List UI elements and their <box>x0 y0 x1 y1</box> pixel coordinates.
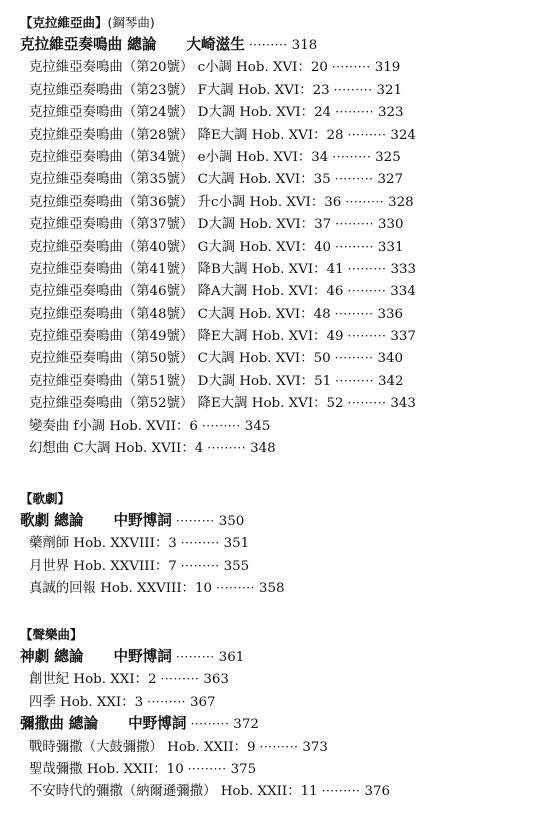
dot-leader: ········· <box>334 172 374 187</box>
page-number: 348 <box>250 441 276 457</box>
dot-leader: ········· <box>334 306 374 321</box>
toc-entry <box>20 79 550 101</box>
section-title <box>20 12 550 34</box>
entry-title: 克拉維亞奏鳴曲（第46號） 降A大調 Hob. XVI：46 <box>29 284 344 300</box>
entry-title: 克拉維亞奏鳴曲（第40號） G大調 Hob. XVI：40 <box>29 239 332 255</box>
dot-leader: ········· <box>321 784 361 799</box>
dot-leader: ········· <box>347 284 387 299</box>
dot-leader: ········· <box>180 536 220 551</box>
toc-entry <box>20 56 550 78</box>
section-title <box>20 624 550 646</box>
page-number: 334 <box>390 284 416 300</box>
entry-title: 戰時彌撒（大鼓彌撒） Hob. XXII：9 <box>29 739 256 755</box>
page-number: 323 <box>377 105 404 121</box>
dot-leader: ········· <box>248 38 288 52</box>
dot-leader: ········· <box>180 558 220 573</box>
page-number: 319 <box>374 60 401 76</box>
dot-leader: ········· <box>201 418 241 433</box>
page-number: 342 <box>377 373 404 389</box>
entry-title: 聖哉彌撒 Hob. XXII：10 <box>29 761 184 777</box>
section-opera <box>20 488 550 600</box>
toc-entry <box>20 415 550 437</box>
entry-title: 克拉維亞奏鳴曲（第36號） 升c小調 Hob. XVI：36 <box>29 194 342 210</box>
page-number: 363 <box>203 672 229 688</box>
toc-entry <box>20 191 550 213</box>
toc-entry <box>20 555 550 577</box>
entry-title: 創世紀 Hob. XXI：2 <box>29 672 157 688</box>
toc-entry <box>20 392 550 414</box>
toc-entry <box>20 258 550 280</box>
entry-title: 彌撒曲 總論 <box>20 715 99 733</box>
entry-author: 中野博詞 <box>113 648 172 665</box>
page-number: 358 <box>258 581 285 597</box>
entry-title: 克拉維亞奏鳴曲（第52號） 降E大調 Hob. XVI：52 <box>29 396 344 412</box>
page-number: 361 <box>218 650 245 665</box>
dot-leader: ········· <box>345 194 385 209</box>
entry-title: 克拉維亞奏鳴曲（第49號） 降E大調 Hob. XVI：49 <box>29 329 344 345</box>
section-title <box>20 488 550 510</box>
page-number: 337 <box>390 329 416 345</box>
entry-title: 克拉維亞奏鳴曲 總論 <box>20 36 157 53</box>
page-number: 318 <box>291 38 318 53</box>
page-number: 327 <box>377 172 404 188</box>
entry-title: 四季 Hob. XXI：3 <box>29 694 144 710</box>
page-number: 355 <box>223 558 250 574</box>
toc-entry <box>20 780 550 802</box>
entry-title: 不安時代的彌撒（納爾遜彌撒） Hob. XXII：11 <box>29 784 318 800</box>
section-title-text: 【聲樂曲】 <box>20 627 83 642</box>
entry-list <box>20 646 550 803</box>
page-number: 340 <box>377 351 404 367</box>
page-number: 367 <box>189 694 216 710</box>
toc-entry <box>20 213 550 235</box>
page-number: 325 <box>375 149 401 165</box>
dot-leader: ········· <box>335 105 374 120</box>
entry-title: 幻想曲 C大調 Hob. XVII：4 <box>29 441 204 457</box>
dot-leader: ········· <box>331 60 371 75</box>
entry-title: 克拉維亞奏鳴曲（第50號） C大調 Hob. XVI：50 <box>29 351 331 367</box>
toc-overview-entry <box>20 34 550 56</box>
dot-leader: ········· <box>175 650 215 664</box>
dot-leader: ········· <box>207 441 247 456</box>
toc-entry <box>20 437 550 459</box>
dot-leader: ········· <box>259 739 299 754</box>
page-number: 343 <box>390 396 416 412</box>
dot-leader: ········· <box>147 694 186 709</box>
dot-leader: ········· <box>347 329 387 344</box>
page-number: 373 <box>302 739 328 755</box>
dot-leader: ········· <box>333 82 373 97</box>
dot-leader: ········· <box>190 717 230 732</box>
toc-entry <box>20 325 550 347</box>
toc-entry <box>20 532 550 554</box>
dot-leader: ········· <box>335 239 374 254</box>
dot-leader: ········· <box>332 149 372 164</box>
toc-entry <box>20 668 550 690</box>
toc-entry <box>20 168 550 190</box>
page-number: 324 <box>390 127 416 143</box>
entry-list <box>20 34 550 459</box>
page-number: 345 <box>244 418 271 434</box>
dot-leader: ········· <box>175 514 215 528</box>
toc-entry <box>20 577 550 599</box>
dot-leader: ········· <box>160 672 200 687</box>
page-number: 330 <box>377 217 404 233</box>
entry-author: 大崎滋生 <box>186 36 245 53</box>
entry-title: 克拉維亞奏鳴曲（第35號） C大調 Hob. XVI：35 <box>29 172 331 188</box>
entry-author: 中野博詞 <box>128 715 187 733</box>
toc-entry <box>20 758 550 780</box>
toc-overview-entry <box>20 646 550 668</box>
section-vocal <box>20 624 550 803</box>
entry-title: 歌劇 總論 <box>20 512 84 529</box>
entry-title: 克拉維亞奏鳴曲（第34號） e小調 Hob. XVI：34 <box>29 149 329 165</box>
dot-leader: ········· <box>347 127 387 142</box>
page-number: 376 <box>364 784 391 800</box>
entry-title: 克拉維亞奏鳴曲（第23號） F大調 Hob. XVI：23 <box>29 82 330 98</box>
toc-entry <box>20 280 550 302</box>
dot-leader: ········· <box>334 351 374 366</box>
dot-leader: ········· <box>347 261 387 276</box>
dot-leader: ········· <box>347 396 387 411</box>
entry-title: 克拉維亞奏鳴曲（第41號） 降B大調 Hob. XVI：41 <box>29 261 344 277</box>
entry-title: 真誠的回報 Hob. XXVIII：10 <box>29 581 213 597</box>
page-number: 321 <box>376 82 403 98</box>
toc-entry <box>20 124 550 146</box>
entry-title: 克拉維亞奏鳴曲（第28號） 降E大調 Hob. XVI：28 <box>29 127 344 143</box>
section-subtitle: (鋼琴曲) <box>107 15 155 30</box>
toc-entry <box>20 347 550 369</box>
entry-title: 變奏曲 f小調 Hob. XVII：6 <box>29 418 198 434</box>
toc-entry <box>20 101 550 123</box>
page-number: 372 <box>233 717 259 733</box>
section-title-text: 【歌劇】 <box>20 491 71 506</box>
toc-entry <box>20 146 550 168</box>
toc-entry <box>20 736 550 758</box>
entry-title: 克拉維亞奏鳴曲（第37號） D大調 Hob. XVI：37 <box>29 217 332 233</box>
entry-title: 克拉維亞奏鳴曲（第48號） C大調 Hob. XVI：48 <box>29 306 331 322</box>
dot-leader: ········· <box>216 581 255 596</box>
entry-title: 月世界 Hob. XXVIII：7 <box>29 558 177 574</box>
toc-entry <box>20 691 550 713</box>
page-number: 350 <box>218 514 245 529</box>
entry-list <box>20 510 550 600</box>
section-keyboard <box>20 12 550 459</box>
toc-entry <box>20 303 550 325</box>
page-number: 331 <box>377 239 404 255</box>
toc-overview-entry <box>20 510 550 532</box>
dot-leader: ········· <box>335 373 374 388</box>
entry-title: 藥劑師 Hob. XXVIII：3 <box>29 536 177 552</box>
page-number: 336 <box>377 306 404 322</box>
section-title-text: 【克拉維亞曲】 <box>20 15 108 30</box>
page-number: 351 <box>223 536 250 552</box>
entry-title: 克拉維亞奏鳴曲（第24號） D大調 Hob. XVI：24 <box>29 105 332 121</box>
toc-entry <box>20 370 550 392</box>
dot-leader: ········· <box>335 217 374 232</box>
page-number: 333 <box>390 261 417 277</box>
page-number: 375 <box>230 761 257 777</box>
dot-leader: ········· <box>187 761 227 776</box>
toc-overview-entry <box>20 713 550 735</box>
entry-author: 中野博詞 <box>113 512 172 529</box>
toc-entry <box>20 236 550 258</box>
entry-title: 克拉維亞奏鳴曲（第20號） c小調 Hob. XVI：20 <box>29 60 328 76</box>
entry-title: 神劇 總論 <box>20 648 84 665</box>
page-number: 328 <box>388 194 414 210</box>
entry-title: 克拉維亞奏鳴曲（第51號） D大調 Hob. XVI：51 <box>29 373 332 389</box>
